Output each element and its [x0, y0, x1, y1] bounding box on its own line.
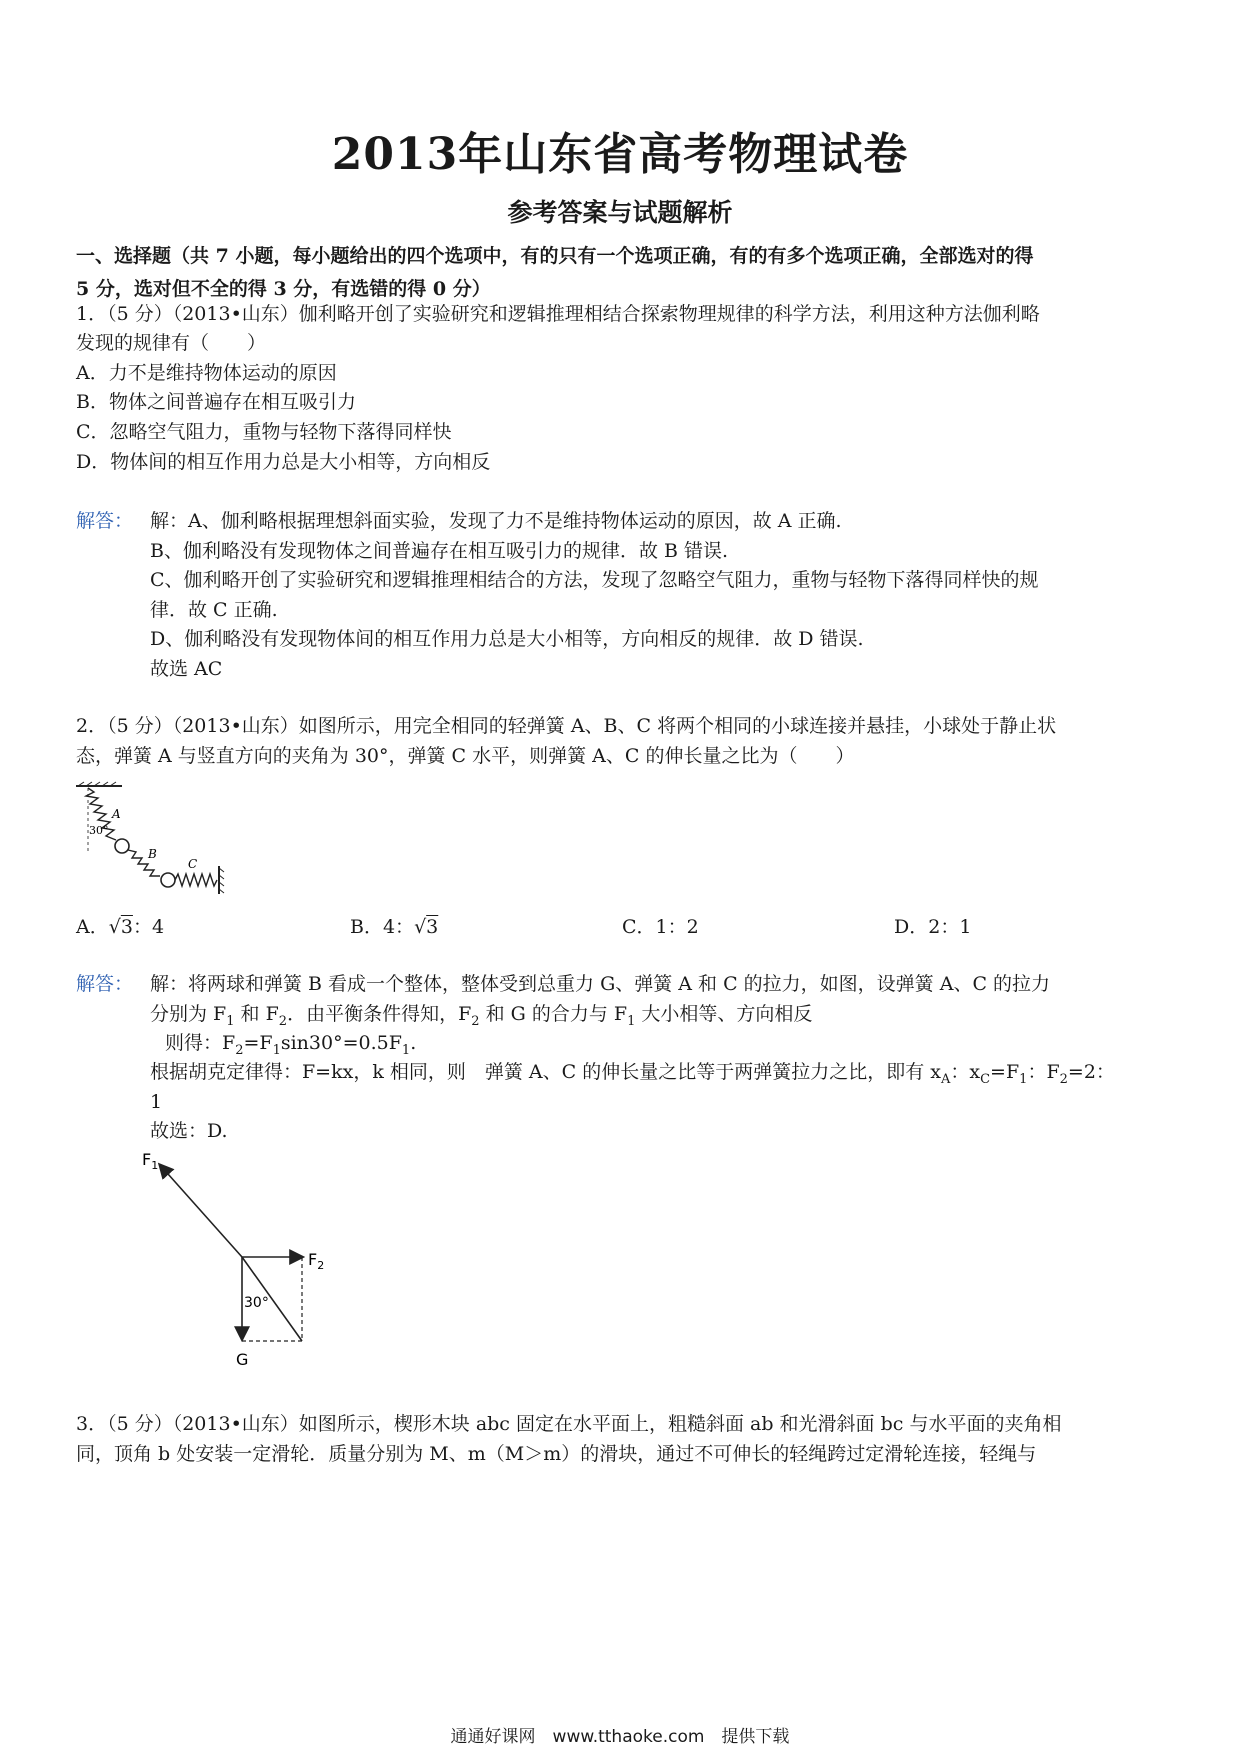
label-b: B	[148, 847, 157, 861]
q2-answer-line1: 解：将两球和弹簧 B 看成一个整体，整体受到总重力 G、弹簧 A 和 C 的拉力，如图，设弹簧 A、C 的拉力	[150, 973, 1051, 995]
page-subtitle: 参考答案与试题解析	[507, 198, 733, 227]
q2-answer-line6: 故选：D.	[150, 1120, 228, 1142]
q1-answer-line: B、伽利略没有发现物体之间普遍存在相互吸引力的规律．故 B 错误.	[150, 540, 729, 562]
q1-line2: 发现的规律有（ ）	[76, 332, 267, 354]
force-diagram	[142, 1150, 350, 1375]
q1-answer-line: 解：A、伽利略根据理想斜面实验，发现了力不是维持物体运动的原因，故 A 正确.	[150, 510, 842, 532]
q3-line2: 同，顶角 b 处安装一定滑轮．质量分别为 M、m（M＞m）的滑块，通过不可伸长的轻绳跨过定滑轮连接，轻绳与	[76, 1443, 1037, 1465]
q2-answer-label: 解答：	[76, 973, 134, 995]
q1-line1: 1．（5 分）（2013•山东）伽利略开创了实验研究和逻辑推理相结合探索物理规律的科学方法，利用这种方法伽利略	[76, 303, 1040, 325]
label-c: C	[188, 857, 198, 871]
ball-2	[161, 873, 175, 887]
f2-label: $F_2$	[308, 1250, 325, 1272]
f1-label: $F_1$	[142, 1150, 159, 1172]
q1-option-c: C．忽略空气阻力，重物与轻物下落得同样快	[76, 421, 452, 443]
q2-answer-line5: 1	[150, 1091, 163, 1113]
q2-answer-line4: 根据胡克定律得：F=kx，k 相同，则 弹簧 A、C 的伸长量之比等于两弹簧拉力之比，即有 $x_A$：$x_C=F_1$：$F_2=2$：	[150, 1061, 1115, 1087]
ball-1	[115, 839, 129, 853]
label-angle: 30°	[89, 824, 109, 837]
q2-answer-line3: 则得：$F_2=F_1\sin 30^\circ=0.5F_1$.	[165, 1032, 417, 1058]
q1-option-b: B．物体之间普遍存在相互吸引力	[76, 391, 356, 413]
spring-ball-figure	[74, 782, 264, 912]
q2-option-b: B．4：√3	[350, 916, 439, 938]
q1-answer-line: 故选 AC	[150, 658, 223, 680]
spring-c	[175, 874, 217, 886]
q2-option-d: D．2：1	[894, 916, 972, 938]
q2-option-c: C．1：2	[622, 916, 699, 938]
q2-line1: 2．（5 分）（2013•山东）如图所示，用完全相同的轻弹簧 A、B、C 将两个相同的小球连接并悬挂，小球处于静止状	[76, 715, 1057, 737]
q1-option-a: A．力不是维持物体运动的原因	[76, 362, 337, 384]
label-a: A	[112, 807, 121, 821]
section-heading-line2: 5 分，选对但不全的得 3 分，有选错的得 0 分）	[76, 278, 491, 300]
q1-answer-label: 解答：	[76, 510, 134, 532]
angle-label: 30°	[244, 1295, 269, 1311]
q1-option-d: D．物体间的相互作用力总是大小相等，方向相反	[76, 451, 491, 473]
q2-answer-line2: 分别为 $F_1$ 和 $F_2$．由平衡条件得知，$F_2$ 和 G 的合力与 $F_1$ 大小相等、方向相反	[150, 1003, 813, 1029]
f1-arrow	[160, 1165, 242, 1257]
q3-line1: 3．（5 分）（2013•山东）如图所示，楔形木块 abc 固定在水平面上，粗糙斜面 ab 和光滑斜面 bc 与水平面的夹角相	[76, 1413, 1062, 1435]
q1-answer-line: D、伽利略没有发现物体间的相互作用力总是大小相等，方向相反的规律．故 D 错误.	[150, 628, 864, 650]
q2-line2: 态，弹簧 A 与竖直方向的夹角为 30°，弹簧 C 水平，则弹簧 A、C 的伸长量之比为（ ）	[76, 745, 855, 767]
q2-option-a: A．√3：4	[76, 916, 165, 938]
q1-answer-line: 律．故 C 正确.	[150, 599, 278, 621]
page-title: 2013年山东省高考物理试卷	[331, 129, 909, 180]
q1-answer-line: C、伽利略开创了实验研究和逻辑推理相结合的方法，发现了忽略空气阻力，重物与轻物下落得同样快的规	[150, 569, 1039, 591]
g-label: G	[236, 1350, 249, 1369]
section-heading-line1: 一、选择题（共 7 小题，每小题给出的四个选项中，有的只有一个选项正确，有的有多个选项正确，全部选对的得	[76, 245, 1034, 267]
page-footer: 通通好课网 www.tthaoke.com 提供下载	[450, 1727, 790, 1747]
